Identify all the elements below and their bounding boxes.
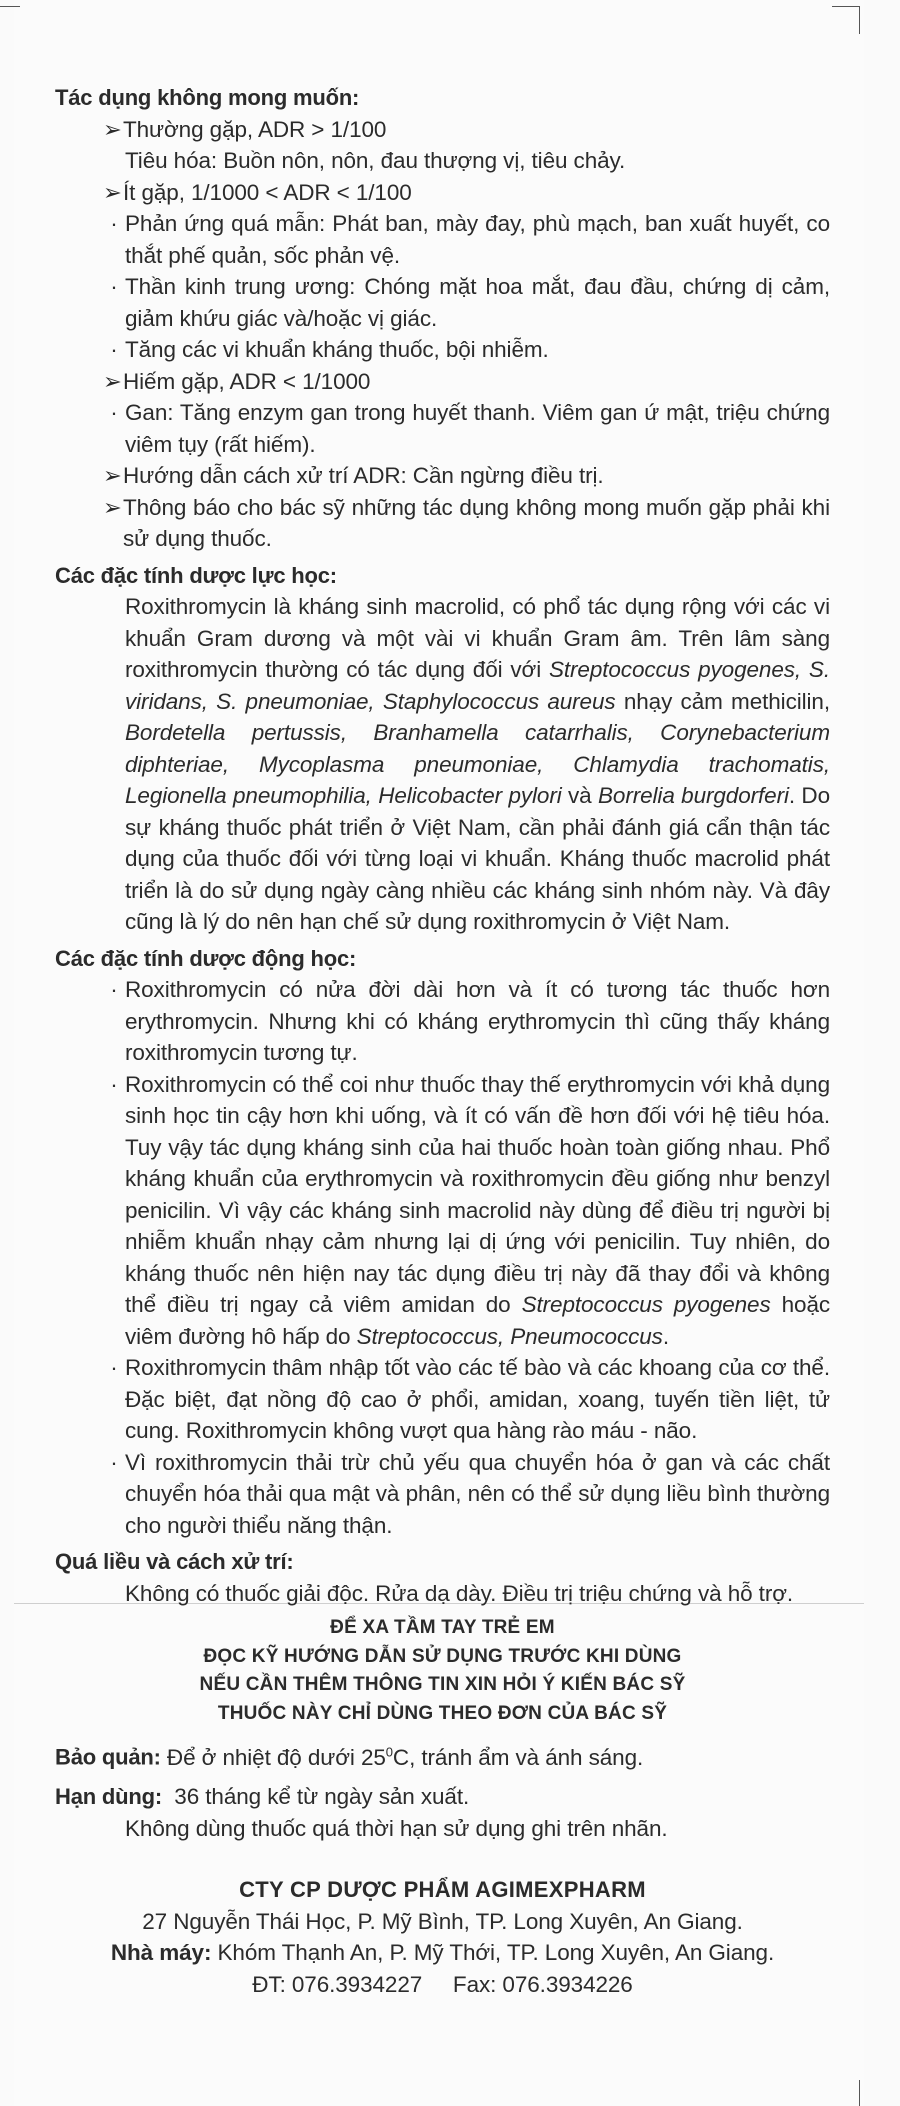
company-block (55, 1874, 830, 2000)
warning-line: THUỐC NÀY CHỈ DÙNG THEO ĐƠN CỦA BÁC SỸ (217, 1702, 668, 1724)
warnings-block (55, 1614, 830, 1728)
storage-section (55, 1736, 830, 1773)
bullet-icon: · (110, 211, 118, 236)
arrow-icon: ➢ (103, 179, 122, 205)
factory-address: Khóm Thạnh An, P. Mỹ Thới, TP. Long Xuyên, An Giang. (217, 1940, 775, 1965)
arrow-icon: ➢ (103, 463, 122, 488)
crop-mark (832, 6, 860, 7)
overdose-section (55, 1546, 830, 1609)
fax: Fax: 076.3934226 (452, 1971, 633, 1997)
frequency-uncommon: ➢ Ít gặp, 1/1000 < ADR < 1/100 (55, 177, 830, 209)
list-item: · Phản ứng quá mẫn: Phát ban, mày đay, phù mạch, ban xuất huyết, co thắt phế quản, sốc phản vệ. (55, 208, 830, 271)
arrow-icon: ➢ (103, 368, 122, 394)
shelf-life-section (55, 1781, 830, 1844)
storage-label: Bảo quản: (55, 1744, 161, 1770)
adr-guide: ➢ Hướng dẫn cách xử trí ADR: Cần ngừng điều trị. (55, 460, 830, 492)
factory-label: Nhà máy: (110, 1940, 212, 1965)
bullet-icon: · (110, 1071, 118, 1097)
company-address: 27 Nguyễn Thái Học, P. Mỹ Bình, TP. Long Xuyên, An Giang. (142, 1908, 743, 1934)
section-heading: Tác dụng không mong muốn: (55, 85, 360, 110)
crop-mark (859, 6, 860, 34)
shelf-life-note: Không dùng thuốc quá thời hạn sử dụng ghi trên nhãn. (125, 1815, 668, 1841)
section-heading: Quá liều và cách xử trí: (55, 1549, 294, 1574)
bullet-icon: · (110, 977, 118, 1002)
arrow-icon: ➢ (103, 494, 122, 520)
adverse-reactions-section (55, 82, 830, 555)
list-item: · Roxithromycin có nửa đời dài hơn và ít có tương tác thuốc hơn erythromycin. Nhưng khi có kháng erythromycin thì cũng thấy kháng roxithromycin tương tự. (55, 974, 830, 1069)
bullet-icon: · (110, 274, 118, 299)
arrow-icon: ➢ (103, 116, 122, 142)
warning-line: ĐỌC KỸ HƯỚNG DẪN SỬ DỤNG TRƯỚC KHI DÙNG (203, 1645, 682, 1667)
company-name: CTY CP DƯỢC PHẨM AGIMEXPHARM (239, 1877, 646, 1902)
pharmacodynamics-text: Roxithromycin là kháng sinh macrolid, có phổ tác dụng rộng với các vi khuẩn Gram dương và một vài vi khuẩn Gram âm. Trên lâm sàng roxithromycin thường có tác dụng đối với Streptococcus pyogenes, S. viridans, S. pneumoniae, Staphylococcus aureus nhạy cảm methicilin, Bordetella pertussis, Branhamella catarrhalis, Corynebacterium diphteriae, Mycoplasma pneumoniae, Chlamydia trachomatis, Legionella pneumophilia, Helicobacter pylori và Borrelia burgdorferi. Do sự kháng thuốc phát triển ở Việt Nam, cần phải đánh giá cẩn thận tác dụng của thuốc đối với từng loại vi khuẩn. Kháng thuốc macrolid phát triển là do sử dụng ngày càng nhiều các kháng sinh nhóm này. Và đây cũng là lý do nên hạn chế sử dụng roxithromycin ở Việt Nam. (125, 594, 830, 934)
warning-line: ĐỂ XA TẦM TAY TRẺ EM (330, 1617, 555, 1638)
shelf-life-text: 36 tháng kể từ ngày sản xuất. (174, 1784, 470, 1809)
pharmacodynamics-section (55, 560, 830, 938)
section-heading: Các đặc tính dược lực học: (55, 562, 337, 588)
phone: ĐT: 076.3934227 (252, 1971, 423, 1997)
bullet-icon: · (110, 1449, 118, 1475)
common-effects-text: Tiêu hóa: Buồn nôn, nôn, đau thượng vị, tiêu chảy. (125, 148, 626, 173)
list-item: · Tăng các vi khuẩn kháng thuốc, bội nhiễm. (55, 334, 830, 366)
frequency-common: ➢ Thường gặp, ADR > 1/100 (55, 114, 830, 146)
list-item: · Roxithromycin có thể coi như thuốc thay thế erythromycin với khả dụng sinh học tin cậy hơn khi uống, và ít có vấn đề hơn đối với hệ tiêu hóa. Tuy vậy tác dụng kháng sinh của hai thuốc hoàn toàn giống nhau. Phổ kháng khuẩn của erythromycin và roxithromycin đều giống như benzyl penicilin. Vì vậy các kháng sinh macrolid này dùng để điều trị người bị nhiễm khuẩn nhạy cảm nhưng lại dị ứng với penicilin. Tuy nhiên, do kháng thuốc nên hiện nay tác dụng điều trị này đã thay đổi và không thể điều trị ngay cả viêm amidan do Streptococcus pyogenes hoặc viêm đường hô hấp do Streptococcus, Pneumococcus. (55, 1069, 830, 1353)
section-heading: Các đặc tính dược động học: (55, 945, 357, 971)
crop-mark (859, 2080, 860, 2106)
factory-line (55, 1937, 830, 1969)
frequency-rare: ➢ Hiếm gặp, ADR < 1/1000 (55, 366, 830, 398)
list-item: · Thần kinh trung ương: Chóng mặt hoa mắt, đau đầu, chứng dị cảm, giảm khứu giác và/hoặc vị giác. (55, 271, 830, 334)
list-item: · Vì roxithromycin thải trừ chủ yếu qua chuyển hóa ở gan và các chất chuyển hóa thải qua mật và phân, nên có thể sử dụng liều bình thường cho người thiểu năng thận. (55, 1447, 830, 1542)
list-item: · Gan: Tăng enzym gan trong huyết thanh. Viêm gan ứ mật, triệu chứng viêm tụy (rất hiếm). (55, 397, 830, 460)
bullet-icon: · (110, 1355, 118, 1380)
warning-line: NẾU CẦN THÊM THÔNG TIN XIN HỎI Ý KIẾN BÁC SỸ (199, 1674, 686, 1695)
crop-mark (0, 6, 20, 7)
bullet-icon: · (110, 400, 118, 425)
bullet-icon: · (110, 337, 118, 362)
adr-notify: ➢ Thông báo cho bác sỹ những tác dụng không mong muốn gặp phải khi sử dụng thuốc. (55, 492, 830, 555)
overdose-text: Không có thuốc giải độc. Rửa dạ dày. Điều trị triệu chứng và hỗ trợ. (125, 1580, 794, 1606)
shelf-life-label: Hạn dùng: (55, 1784, 162, 1809)
pharmacokinetics-section (55, 943, 830, 1542)
contact-line (55, 1969, 830, 2001)
storage-text: Để ở nhiệt độ dưới $25^0C$, tránh ẩm và ánh sáng. (166, 1744, 644, 1770)
list-item: · Roxithromycin thâm nhập tốt vào các tế bào và các khoang của cơ thể. Đặc biệt, đạt nồng độ cao ở phổi, amidan, xoang, tuyến tiền liệt, tử cung. Roxithromycin không vượt qua hàng rào máu - não. (55, 1352, 830, 1447)
leaflet-content (55, 82, 830, 2000)
